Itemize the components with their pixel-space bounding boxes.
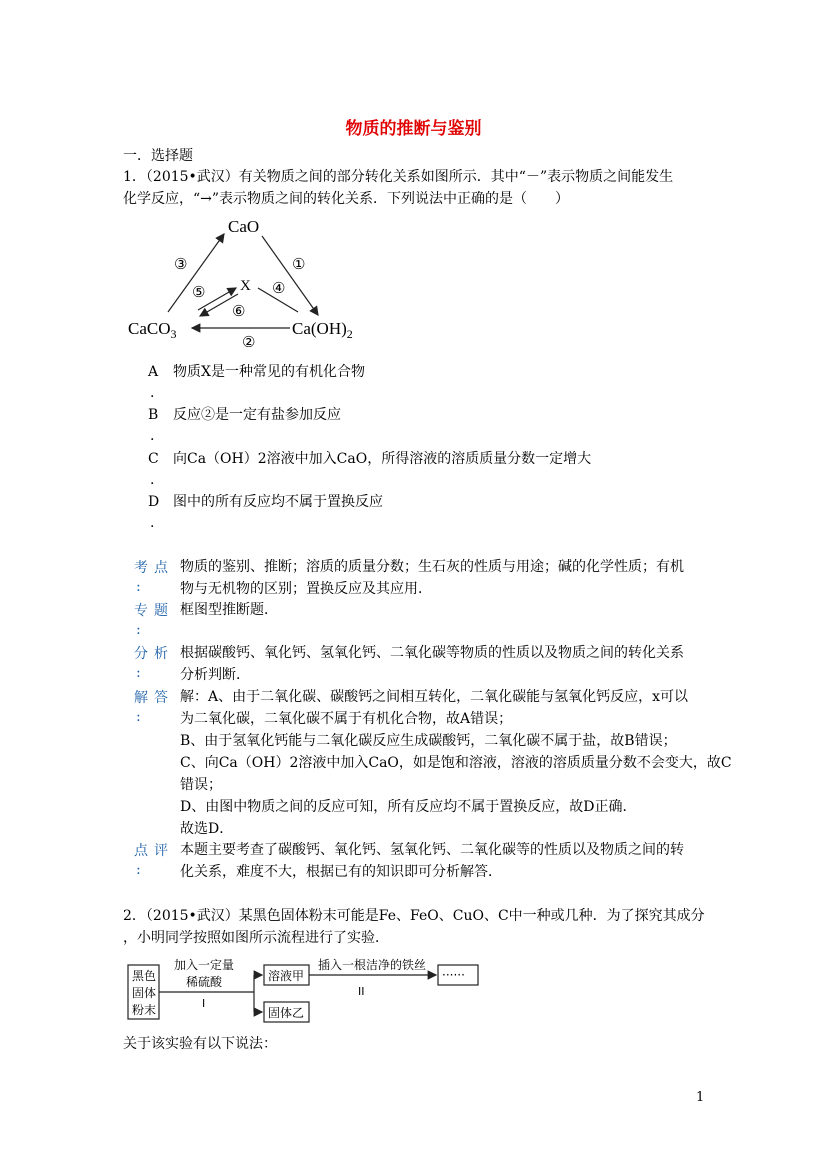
zhuanti-text: 框图型推断题． <box>180 602 278 618</box>
step1-label-top: 加入一定量 <box>174 958 235 972</box>
label-1: ① <box>292 257 306 273</box>
fenxi-text-2: 分析判断． <box>180 667 250 683</box>
zhuanti-colon: : <box>136 622 141 638</box>
kaodian-colon: : <box>136 579 141 595</box>
jieda-text-7: 故选D． <box>180 821 234 837</box>
q1-stem-line2: 化学反应，“→”表示物质之间的转化关系．下列说法中正确的是（ ） <box>123 191 570 207</box>
fenxi-label: 分析 <box>134 646 174 662</box>
node-caco3: CaCO <box>128 319 171 338</box>
label-4: ④ <box>272 281 286 297</box>
kaodian-label: 考点 <box>134 560 174 576</box>
option-d-text: 图中的所有反应均不属于置换反应 <box>173 494 383 510</box>
kaodian-text-2: 物与无机物的区别；置换反应及其应用． <box>180 581 432 597</box>
node-x: X <box>240 278 251 294</box>
option-d-letter: D <box>148 494 160 510</box>
box-result-text: ······ <box>442 968 465 982</box>
node-cao: CaO <box>228 217 260 236</box>
page-number: 1 <box>696 1090 705 1105</box>
box-black-powder-line3: 粉末 <box>132 1003 157 1017</box>
jieda-text-1: 解：A、由于二氧化碳、碳酸钙之间相互转化，二氧化碳能与氢氧化钙反应，x可以 <box>180 689 689 705</box>
kaodian-text-1: 物质的鉴别、推断；溶质的质量分数；生石灰的性质与用途；碱的化学性质；有机 <box>180 559 684 575</box>
node-caoh2-sub: 2 <box>346 327 353 341</box>
dianping-text-1: 本题主要考查了碳酸钙、氧化钙、氢氧化钙、二氧化碳等的性质以及物质之间的转 <box>180 842 684 858</box>
box-solid-text: 固体乙 <box>268 1006 305 1020</box>
box-black-powder-line2: 固体 <box>132 986 157 1000</box>
box-black-powder-line1: 黑色 <box>132 969 157 983</box>
fenxi-colon: : <box>136 665 141 681</box>
jieda-label: 解答 <box>134 690 174 706</box>
section-heading: 一．选择题 <box>123 148 193 164</box>
jieda-text-4: C、向Ca（OH）2溶液中加入CaO，如是饱和溶液，溶液的溶质质量分数不会变大，故C <box>180 755 732 771</box>
step1-number: I <box>202 997 206 1010</box>
node-caoh2: Ca(OH) <box>292 319 347 338</box>
option-b-dot: . <box>150 428 155 444</box>
option-c-dot: . <box>150 472 155 488</box>
q2-stem-line3: 关于该实验有以下说法： <box>123 1036 277 1052</box>
option-c-letter: C <box>148 451 159 467</box>
jieda-colon: : <box>136 709 141 725</box>
label-2: ② <box>242 335 256 347</box>
label-6: ⑥ <box>232 304 246 320</box>
option-a-text: 物质X是一种常见的有机化合物 <box>173 364 365 380</box>
step2-label-top: 插入一根洁净的铁丝 <box>318 958 427 972</box>
step1-label-mid: 稀硫酸 <box>186 975 223 989</box>
label-3: ③ <box>174 257 188 273</box>
option-b-letter: B <box>148 407 159 423</box>
q1-conversion-diagram <box>120 212 380 347</box>
page-title: 物质的推断与鉴别 <box>345 119 482 139</box>
svg-text:Ca(OH)2 <box>292 319 353 341</box>
jieda-text-6: D、由图中物质之间的反应可知，所有反应均不属于置换反应，故D正确． <box>180 799 637 815</box>
option-a-letter: A <box>148 364 159 380</box>
option-c-text: 向Ca（OH）2溶液中加入CaO，所得溶液的溶质质量分数一定增大 <box>173 451 592 467</box>
option-a-dot: . <box>150 385 155 401</box>
option-d-dot: . <box>150 515 155 531</box>
dianping-colon: : <box>136 862 141 878</box>
jieda-text-2: 为二氧化碳，二氧化碳不属于有机化合物，故A错误； <box>180 711 513 727</box>
q2-flowchart <box>124 955 484 1027</box>
jieda-text-3: B、由于氢氧化钙能与二氧化碳反应生成碳酸钙，二氧化碳不属于盐，故B错误； <box>180 733 677 749</box>
node-caco3-sub: 3 <box>170 327 177 341</box>
svg-text:CaCO3 <box>128 319 177 341</box>
option-b-text: 反应②是一定有盐参加反应 <box>173 407 341 423</box>
q2-stem-line1: 2．（2015•武汉）某黑色固体粉末可能是Fe、FeO、CuO、C中一种或几种．为了探究其成分 <box>123 908 705 924</box>
box-liquid-text: 溶液甲 <box>268 969 305 983</box>
jieda-text-5: 错误； <box>180 777 222 793</box>
dianping-text-2: 化关系，难度不大，根据已有的知识即可分析解答． <box>180 864 502 880</box>
q2-stem-line2: ，小明同学按照如图所示流程进行了实验． <box>123 930 389 946</box>
zhuanti-label: 专题 <box>134 603 174 619</box>
label-5: ⑤ <box>192 285 206 301</box>
step2-number: II <box>358 985 365 998</box>
q1-stem-line1: 1．（2015•武汉）有关物质之间的部分转化关系如图所示．其中“－”表示物质之间能发生 <box>123 169 674 185</box>
dianping-label: 点评 <box>134 843 174 859</box>
fenxi-text-1: 根据碳酸钙、氧化钙、氢氧化钙、二氧化碳等物质的性质以及物质之间的转化关系 <box>180 645 684 661</box>
arrow-1 <box>262 236 318 315</box>
